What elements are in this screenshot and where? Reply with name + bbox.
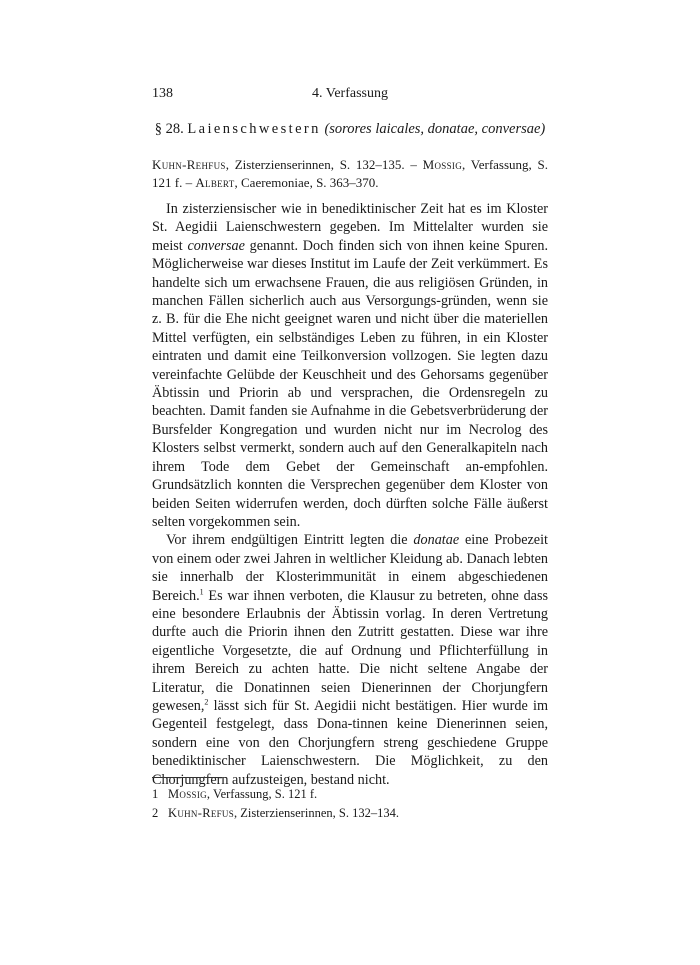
footnote-ref[interactable]: 1 xyxy=(199,586,204,596)
section-title xyxy=(152,121,548,138)
bib-text: , Verfassung, S. 121 f. – xyxy=(152,157,548,190)
footnote xyxy=(152,804,548,823)
footnote-ref[interactable]: 2 xyxy=(204,697,209,707)
body-text xyxy=(152,200,548,789)
text-run: genannt. Doch finden sich von ihnen keine Spuren. Möglicherweise war dieses Institut im Laufe der Zeit verkümmert. Es handelte sich um erwachsene Frauen, die aus religiösen Gründen, in manchen Fällen sicherlich auch aus Versorgungs-gründen, wenn sie z. B. für die Ehe nicht geeignet waren und nicht über die materiellen Mittel verfügten, ein selbständiges Leben zu führen, in ein Kloster eintraten und damit eine Teilkonversion vollzogen. Sie legten dazu vereinfachte Gelübde der Keuschheit und des Gehorsams gegenüber Äbtissin und Priorin ab und versprachen, die Ordensregeln zu beachten. Damit fanden sie Aufnahme in die Gebetsverbrüderung der Bursfelder Kongregation und wurden nicht nur im Necrolog des Klosters selbst vermerkt, sondern auch auf den Generalkapiteln nach ihrem Tode dem Gebet der Gemeinschaft an-empfohlen. Grundsätzlich konnten die Versprechen gegenüber dem Kloster von beiden Seiten widerrufen werden, doch dürften solche Fälle äußerst selten vorgekommen sein. xyxy=(152,237,548,530)
italic-term: donatae xyxy=(413,532,460,549)
bib-author: Kuhn-Rehfus xyxy=(152,157,226,172)
paragraph xyxy=(152,531,548,789)
footnote-text: , Verfassung, S. 121 f. xyxy=(206,787,318,801)
footnote-number: 2 xyxy=(152,806,159,820)
bibliography xyxy=(152,156,548,192)
footnotes xyxy=(152,785,548,823)
bib-text: , Zisterzienserinnen, S. 132–135. – xyxy=(225,157,423,172)
text-run: lässt sich für St. Aegidii nicht bestätigen. Hier wurde im Gegenteil festgelegt, dass Dona-tinnen keine Dienerinnen seien, sondern eine von den Chorjungfern streng geschiedene Gruppe benediktinischer Laienschwestern. Die Möglichkeit, zu den Chorjungfern aufzusteigen, bestand nicht. xyxy=(152,697,548,788)
text-run: In zisterziensischer wie in benediktinischer Zeit hat es im Kloster St. Aegidii Laienschwestern gegeben. Im Mittelalter wurden sie meist xyxy=(152,201,548,254)
italic-term: conversae xyxy=(187,237,245,254)
footnote-number: 1 xyxy=(152,787,159,801)
text-run: eine Probezeit von einem oder zwei Jahren in weltlicher Kleidung ab. Danach lebten sie innerhalb der Klosterimmunität in einem abgeschiedenen Bereich. xyxy=(152,532,548,604)
footnote-author: Kuhn-Refus xyxy=(168,806,235,820)
bib-text: , Caeremoniae, S. 363–370. xyxy=(234,175,379,190)
section-title-text: Laienschwestern xyxy=(187,121,321,137)
section-subtitle: (sorores laicales, donatae, conversae) xyxy=(324,121,546,137)
footnote-author: Mossig xyxy=(168,787,207,801)
text-run: Vor ihrem endgültigen Eintritt legten die xyxy=(166,532,414,549)
footnote-divider xyxy=(152,777,222,778)
running-head: 4. Verfassung xyxy=(312,86,388,101)
bib-author: Albert xyxy=(195,175,235,190)
footnote xyxy=(152,785,548,804)
paragraph xyxy=(152,200,548,531)
bib-author: Mossig xyxy=(422,157,463,172)
section-number: § 28. xyxy=(154,121,184,137)
footnote-text: , Zisterzienserinnen, S. 132–134. xyxy=(234,806,399,820)
page-number: 138 xyxy=(152,86,173,101)
text-run: Es war ihnen verboten, die Klausur zu betreten, ohne dass eine besondere Erlaubnis der Äbtissin vorlag. In deren Vertretung durfte auch die Priorin ihnen den Zutritt gestatten. Diese war ihre eigentliche Vorgesetzte, die auf Ordnung und Pflichterfüllung in ihrem Bereich zu achten hatte. Die nicht seltene Angabe der Literatur, die Donatinnen seien Dienerinnen der Chorjungfern gewesen, xyxy=(152,587,548,714)
